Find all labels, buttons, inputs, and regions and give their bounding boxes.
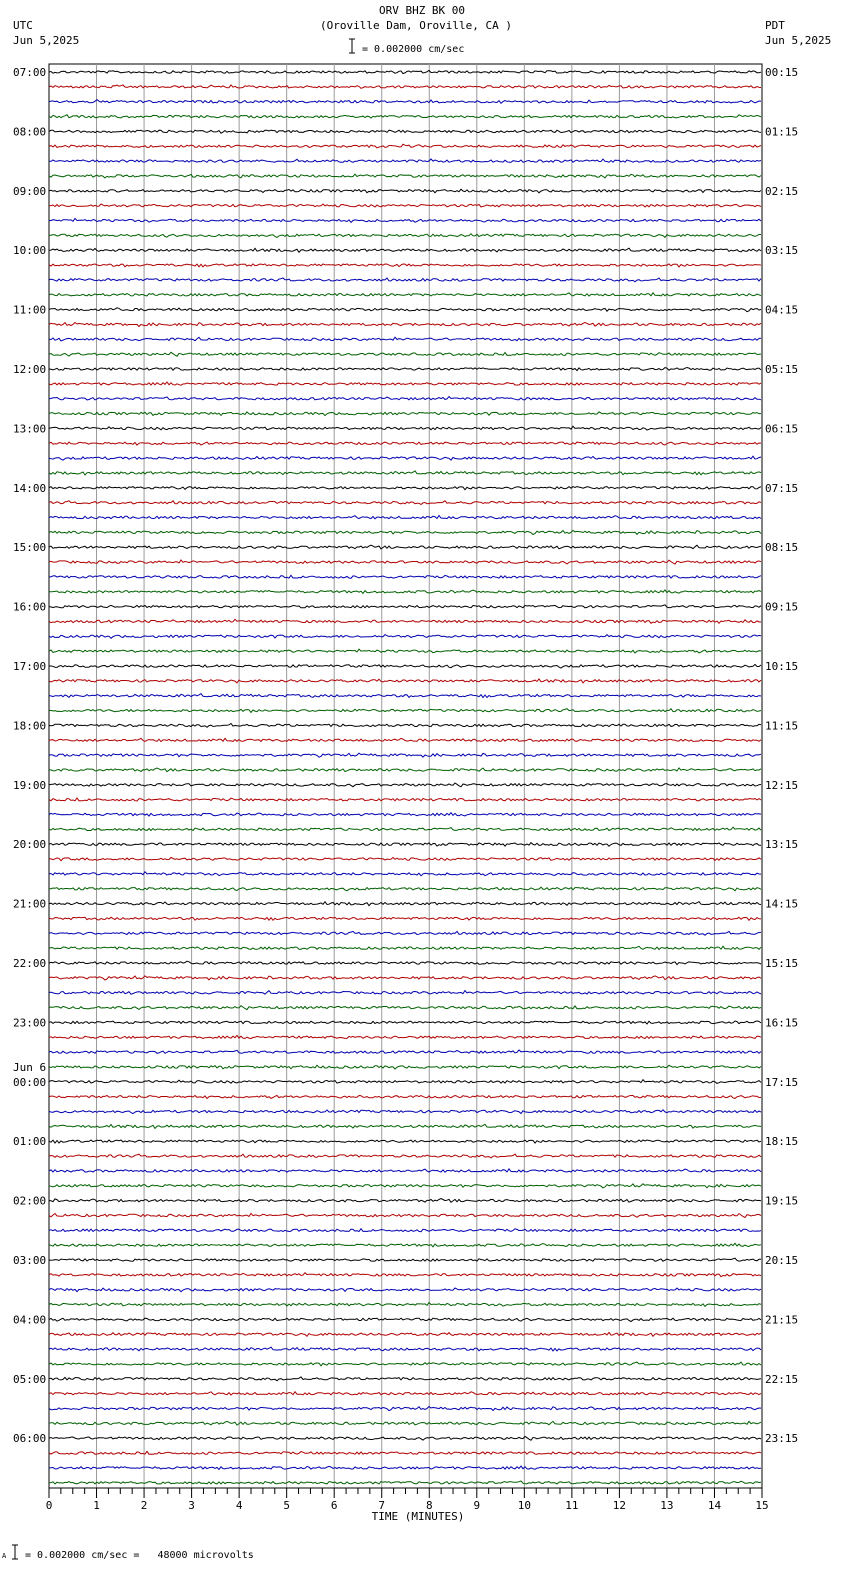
pdt-hour-label-8: 08:15 bbox=[765, 541, 799, 555]
trace-42 bbox=[49, 694, 761, 698]
right-timezone: PDT bbox=[765, 19, 785, 32]
right-date: Jun 5,2025 bbox=[765, 34, 832, 47]
x-tick-label-9: 9 bbox=[473, 1499, 481, 1512]
utc-hour-label-3: 10:00 bbox=[13, 244, 47, 258]
x-tick-label-0: 0 bbox=[45, 1499, 53, 1512]
utc-hour-label-18: 01:00 bbox=[13, 1135, 47, 1149]
left-timezone: UTC bbox=[13, 19, 33, 32]
trace-47 bbox=[49, 768, 761, 772]
trace-69 bbox=[49, 1096, 761, 1099]
trace-90 bbox=[49, 1407, 761, 1411]
x-tick-label-14: 14 bbox=[707, 1499, 722, 1512]
pdt-hour-label-22: 22:15 bbox=[765, 1372, 799, 1386]
trace-84 bbox=[49, 1318, 761, 1321]
trace-36 bbox=[49, 605, 761, 608]
trace-82 bbox=[49, 1288, 761, 1292]
utc-hour-label-19: 02:00 bbox=[13, 1194, 47, 1208]
trace-8 bbox=[49, 189, 761, 193]
pdt-hour-label-20: 20:15 bbox=[765, 1254, 799, 1267]
trace-6 bbox=[49, 159, 761, 162]
utc-hour-label-14: 21:00 bbox=[13, 897, 47, 911]
pdt-hour-label-2: 02:15 bbox=[765, 184, 799, 198]
x-axis bbox=[46, 1488, 769, 1512]
trace-52 bbox=[49, 843, 761, 847]
trace-18 bbox=[49, 337, 761, 341]
trace-33 bbox=[49, 560, 761, 564]
pdt-hour-label-12: 12:15 bbox=[765, 778, 799, 792]
utc-hour-label-15: 22:00 bbox=[13, 957, 47, 970]
date-change-label: Jun 6 bbox=[13, 1061, 47, 1074]
utc-hour-label-7: 14:00 bbox=[13, 481, 47, 495]
utc-hour-label-10: 17:00 bbox=[13, 660, 47, 673]
trace-26 bbox=[49, 456, 761, 460]
trace-70 bbox=[49, 1110, 761, 1114]
trace-75 bbox=[49, 1184, 761, 1188]
pdt-hour-label-18: 18:15 bbox=[765, 1135, 799, 1149]
trace-29 bbox=[49, 501, 761, 505]
trace-21 bbox=[49, 382, 761, 385]
utc-hour-label-4: 11:00 bbox=[13, 303, 47, 317]
trace-13 bbox=[49, 264, 761, 267]
trace-35 bbox=[49, 590, 761, 594]
x-tick-label-15: 15 bbox=[755, 1499, 769, 1512]
trace-87 bbox=[49, 1362, 761, 1366]
utc-hour-label-6: 13:00 bbox=[13, 422, 47, 436]
trace-28 bbox=[49, 487, 761, 490]
pdt-hour-label-0: 00:15 bbox=[765, 66, 799, 79]
trace-7 bbox=[49, 174, 761, 178]
pdt-hour-label-9: 09:15 bbox=[765, 600, 799, 614]
x-tick-label-5: 5 bbox=[283, 1499, 290, 1512]
trace-60 bbox=[49, 961, 761, 964]
trace-86 bbox=[49, 1347, 761, 1351]
trace-74 bbox=[49, 1169, 761, 1172]
x-tick-label-10: 10 bbox=[517, 1499, 531, 1512]
trace-15 bbox=[49, 293, 761, 296]
trace-53 bbox=[49, 857, 761, 860]
trace-46 bbox=[49, 753, 761, 757]
pdt-hour-label-5: 05:15 bbox=[765, 363, 799, 376]
x-axis-title: TIME (MINUTES) bbox=[371, 1510, 465, 1523]
trace-23 bbox=[49, 412, 761, 416]
trace-91 bbox=[49, 1421, 761, 1425]
trace-63 bbox=[49, 1006, 761, 1010]
trace-40 bbox=[49, 664, 761, 668]
trace-12 bbox=[49, 248, 761, 252]
trace-67 bbox=[49, 1065, 761, 1069]
trace-43 bbox=[49, 709, 761, 713]
trace-57 bbox=[49, 917, 761, 920]
pdt-hour-label-14: 14:15 bbox=[765, 897, 799, 911]
trace-85 bbox=[49, 1332, 761, 1336]
trace-92 bbox=[49, 1436, 761, 1440]
pdt-hour-label-17: 17:15 bbox=[765, 1075, 799, 1089]
utc-hour-label-5: 12:00 bbox=[13, 363, 47, 376]
trace-20 bbox=[49, 368, 761, 371]
trace-56 bbox=[49, 902, 761, 906]
trace-16 bbox=[49, 308, 761, 312]
x-tick-label-7: 7 bbox=[378, 1499, 386, 1512]
pdt-hour-label-21: 21:15 bbox=[765, 1313, 799, 1327]
x-tick-label-8: 8 bbox=[425, 1499, 433, 1512]
utc-hour-label-8: 15:00 bbox=[13, 541, 47, 555]
trace-72 bbox=[49, 1140, 761, 1143]
pdt-hour-label-15: 15:15 bbox=[765, 957, 799, 970]
trace-38 bbox=[49, 635, 761, 639]
trace-37 bbox=[49, 619, 761, 623]
footer-marker: A bbox=[2, 1552, 7, 1560]
trace-41 bbox=[49, 679, 761, 683]
trace-78 bbox=[49, 1229, 761, 1232]
trace-9 bbox=[49, 204, 761, 207]
trace-1 bbox=[49, 85, 761, 88]
x-tick-label-11: 11 bbox=[565, 1499, 579, 1512]
trace-11 bbox=[49, 234, 761, 238]
trace-51 bbox=[49, 827, 761, 830]
trace-88 bbox=[49, 1377, 761, 1381]
x-tick-label-3: 3 bbox=[188, 1499, 195, 1512]
trace-30 bbox=[49, 516, 761, 519]
utc-hour-label-13: 20:00 bbox=[13, 838, 47, 852]
trace-58 bbox=[49, 931, 761, 935]
trace-64 bbox=[49, 1021, 761, 1024]
trace-68 bbox=[49, 1080, 761, 1084]
trace-31 bbox=[49, 530, 761, 534]
footer-scale-note: = 0.002000 cm/sec = 48000 microvolts bbox=[25, 1550, 254, 1561]
trace-49 bbox=[49, 798, 761, 801]
trace-61 bbox=[49, 976, 761, 980]
trace-62 bbox=[49, 991, 761, 995]
left-date: Jun 5,2025 bbox=[13, 34, 80, 47]
trace-94 bbox=[49, 1466, 761, 1469]
trace-19 bbox=[49, 352, 761, 356]
x-tick-label-13: 13 bbox=[660, 1499, 674, 1512]
trace-54 bbox=[49, 872, 761, 876]
trace-89 bbox=[49, 1392, 761, 1395]
trace-65 bbox=[49, 1035, 761, 1038]
utc-hour-label-11: 18:00 bbox=[13, 719, 47, 733]
trace-44 bbox=[49, 724, 761, 728]
trace-48 bbox=[49, 783, 761, 787]
plot-frame bbox=[49, 64, 762, 1488]
utc-hour-label-17: 00:00 bbox=[13, 1075, 47, 1089]
utc-hour-labels bbox=[13, 66, 46, 1445]
pdt-hour-label-4: 04:15 bbox=[765, 303, 799, 317]
utc-hour-label-20: 03:00 bbox=[13, 1254, 47, 1267]
trace-93 bbox=[49, 1451, 761, 1454]
trace-79 bbox=[49, 1243, 761, 1247]
x-tick-label-2: 2 bbox=[140, 1499, 148, 1512]
trace-25 bbox=[49, 442, 761, 445]
utc-hour-label-12: 19:00 bbox=[13, 778, 47, 792]
trace-24 bbox=[49, 426, 761, 430]
trace-10 bbox=[49, 218, 761, 222]
utc-hour-label-2: 09:00 bbox=[13, 184, 47, 198]
pdt-hour-label-11: 11:15 bbox=[765, 719, 799, 733]
x-tick-label-12: 12 bbox=[612, 1499, 627, 1512]
footer-scale-bar-icon bbox=[12, 1545, 18, 1559]
trace-22 bbox=[49, 397, 761, 400]
trace-27 bbox=[49, 471, 761, 475]
station-title: ORV BHZ BK 00 bbox=[378, 4, 466, 17]
trace-76 bbox=[49, 1199, 761, 1203]
utc-hour-label-16: 23:00 bbox=[13, 1016, 47, 1030]
trace-34 bbox=[49, 575, 761, 578]
trace-4 bbox=[49, 130, 761, 133]
trace-95 bbox=[49, 1481, 761, 1484]
pdt-hour-label-1: 01:15 bbox=[765, 125, 799, 139]
scale-bar-icon bbox=[349, 39, 355, 53]
station-location: (Oroville Dam, Oroville, CA ) bbox=[319, 19, 513, 32]
scale-label: = 0.002000 cm/sec bbox=[362, 44, 465, 55]
pdt-hour-label-7: 07:15 bbox=[765, 481, 799, 495]
trace-32 bbox=[49, 545, 761, 549]
pdt-hour-label-10: 10:15 bbox=[765, 660, 799, 673]
trace-73 bbox=[49, 1154, 761, 1158]
x-tick-label-1: 1 bbox=[93, 1499, 100, 1512]
utc-hour-label-23: 06:00 bbox=[13, 1432, 47, 1446]
trace-0 bbox=[49, 70, 761, 73]
utc-hour-label-22: 05:00 bbox=[13, 1372, 47, 1386]
x-tick-label-6: 6 bbox=[330, 1499, 338, 1512]
utc-hour-label-1: 08:00 bbox=[13, 125, 47, 139]
trace-55 bbox=[49, 887, 761, 891]
utc-hour-label-9: 16:00 bbox=[13, 600, 47, 614]
pdt-hour-label-3: 03:15 bbox=[765, 244, 799, 258]
trace-66 bbox=[49, 1050, 761, 1053]
pdt-hour-label-19: 19:15 bbox=[765, 1194, 799, 1208]
trace-83 bbox=[49, 1303, 761, 1307]
trace-50 bbox=[49, 813, 761, 816]
trace-14 bbox=[49, 278, 761, 282]
trace-80 bbox=[49, 1258, 761, 1261]
trace-5 bbox=[49, 144, 761, 148]
trace-71 bbox=[49, 1124, 761, 1128]
trace-77 bbox=[49, 1213, 761, 1217]
trace-39 bbox=[49, 649, 761, 653]
trace-45 bbox=[49, 738, 761, 741]
pdt-hour-label-13: 13:15 bbox=[765, 838, 799, 852]
x-tick-label-4: 4 bbox=[235, 1499, 243, 1512]
pdt-hour-label-6: 06:15 bbox=[765, 422, 799, 436]
trace-59 bbox=[49, 946, 761, 949]
pdt-hour-label-16: 16:15 bbox=[765, 1016, 799, 1030]
pdt-hour-label-23: 23:15 bbox=[765, 1432, 799, 1446]
utc-hour-label-21: 04:00 bbox=[13, 1313, 47, 1327]
utc-hour-label-0: 07:00 bbox=[13, 66, 47, 79]
trace-17 bbox=[49, 323, 761, 327]
trace-group bbox=[49, 70, 761, 1484]
trace-3 bbox=[49, 115, 761, 118]
pdt-hour-labels bbox=[765, 66, 798, 1445]
trace-2 bbox=[49, 100, 761, 104]
trace-81 bbox=[49, 1273, 761, 1277]
